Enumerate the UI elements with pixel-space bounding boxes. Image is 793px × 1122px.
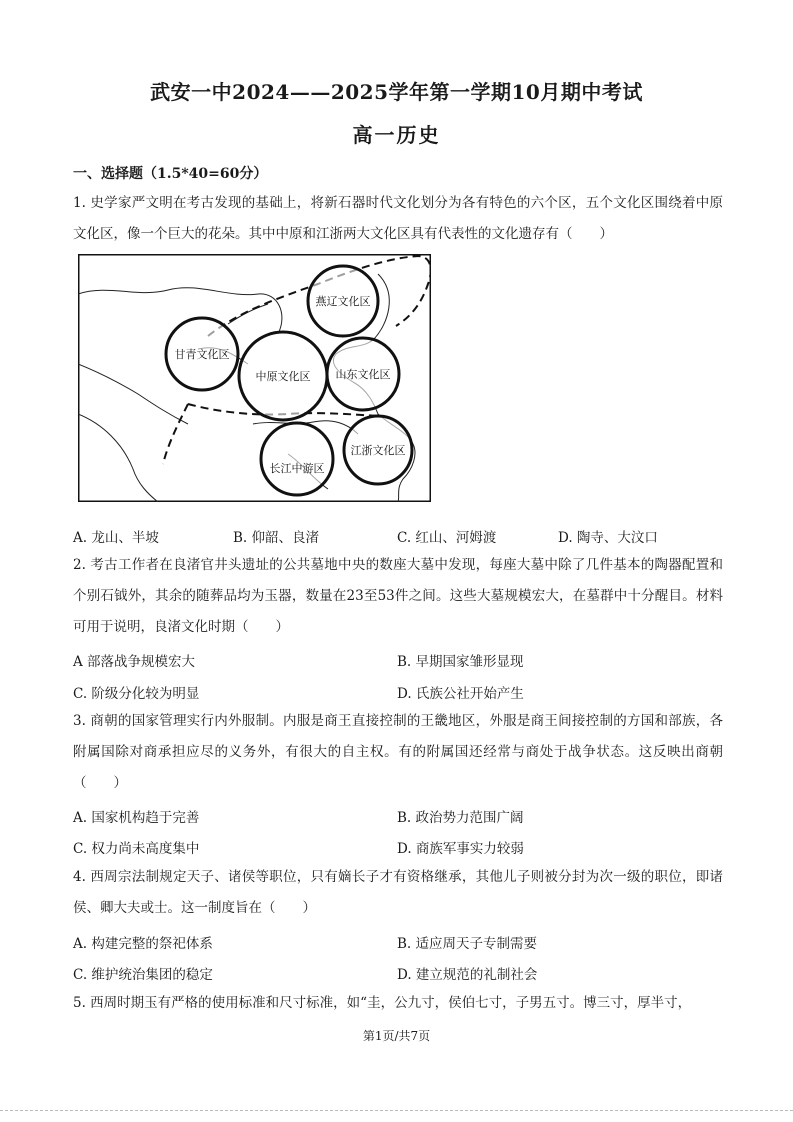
question-5-stem: 5. 西周时期玉有严格的使用标准和尺寸标准，如“圭，公九寸，侯伯七寸，子男五寸。博三寸，厚半寸， <box>73 995 692 1011</box>
region-label: 长江中游区 <box>269 462 325 475</box>
option-b: B. 早期国家雏形显现 <box>397 654 524 670</box>
option-d: D. 建立规范的礼制社会 <box>397 967 538 983</box>
option-a: A. 构建完整的祭祀体系 <box>73 936 213 952</box>
question-3-options <box>73 806 723 826</box>
region-ganqing <box>166 318 238 390</box>
option-b: B. 仰韶、良渚 <box>233 530 320 546</box>
page-title: 武安一中2024——2025学年第一学期10月期中考试 <box>150 80 643 104</box>
region-label: 燕辽文化区 <box>315 295 371 308</box>
question-3-stem: 3. 商朝的国家管理实行内外服制。内服是商王直接控制的王畿地区，外服是商王间接控制的方国和部族，各附属国除对商承担应尽的义务外，有很大的自主权。有的附属国还经常与商处于战争状态。这反映出商朝（ ） <box>73 713 723 791</box>
option-c: C. 权力尚未高度集中 <box>73 841 200 857</box>
region-shandong <box>327 338 399 410</box>
region-yanliao <box>308 266 378 336</box>
question-2-options <box>73 682 723 702</box>
question-1-stem: 1. 史学家严文明在考古发现的基础上，将新石器时代文化划分为各有特色的六个区，五个文化区围绕着中原文化区，像一个巨大的花朵。其中中原和江浙两大文化区具有代表性的文化遗存有（ ） <box>73 195 723 242</box>
option-a: A. 龙山、半坡 <box>73 530 159 546</box>
page-subtitle: 高一历史 <box>352 123 441 147</box>
option-d: D. 陶寺、大汶口 <box>558 530 658 546</box>
option-d: D. 商族军事实力较弱 <box>397 841 524 857</box>
culture-region-map <box>78 254 431 502</box>
region-label: 江浙文化区 <box>350 444 406 457</box>
region-label: 甘青文化区 <box>174 348 230 361</box>
option-d: D. 氏族公社开始产生 <box>397 686 524 702</box>
option-b: B. 适应周天子专制需要 <box>397 936 538 952</box>
option-a: A 部落战争规模宏大 <box>73 654 196 670</box>
page-divider <box>0 1110 793 1111</box>
region-jiangzhe <box>344 416 412 484</box>
river-line <box>228 304 268 324</box>
region-zhongyuan <box>239 332 327 420</box>
question-2-options <box>73 650 723 670</box>
river-line <box>78 414 158 502</box>
section-heading: 一、选择题（1.5*40=60分） <box>73 166 268 182</box>
region-label: 中原文化区 <box>255 370 311 383</box>
region-label: 山东文化区 <box>335 368 391 381</box>
option-c: C. 阶级分化较为明显 <box>73 686 200 702</box>
culture-boundary-dashed <box>163 404 188 464</box>
option-c: C. 维护统治集团的稳定 <box>73 967 213 983</box>
question-4-stem: 4. 西周宗法制规定天子、诸侯等职位，只有嫡长子才有资格继承，其他儿子则被分封为次一级的职位，即诸侯、卿大夫或士。这一制度旨在（ ） <box>73 869 723 916</box>
region-changjiang <box>261 423 333 495</box>
question-2-stem: 2. 考古工作者在良渚官井头遗址的公共墓地中央的数座大墓中发现，每座大墓中除了几件基本的陶器配置和个别石钺外，其余的随葬品均为玉器，数量在23至53件之间。这些大墓规模宏大，在墓群中十分醒目。材料可用于说明，良渚文化时期（ ） <box>73 557 723 635</box>
question-1-options <box>73 526 723 546</box>
question-3-options <box>73 837 723 857</box>
option-c: C. 红山、河姆渡 <box>397 530 497 546</box>
question-4-options <box>73 963 723 983</box>
option-b: B. 政治势力范围广阔 <box>397 810 524 826</box>
question-4-options <box>73 932 723 952</box>
option-a: A. 国家机构趋于完善 <box>73 810 200 826</box>
page-footer: 第1页/共7页 <box>362 1029 431 1043</box>
